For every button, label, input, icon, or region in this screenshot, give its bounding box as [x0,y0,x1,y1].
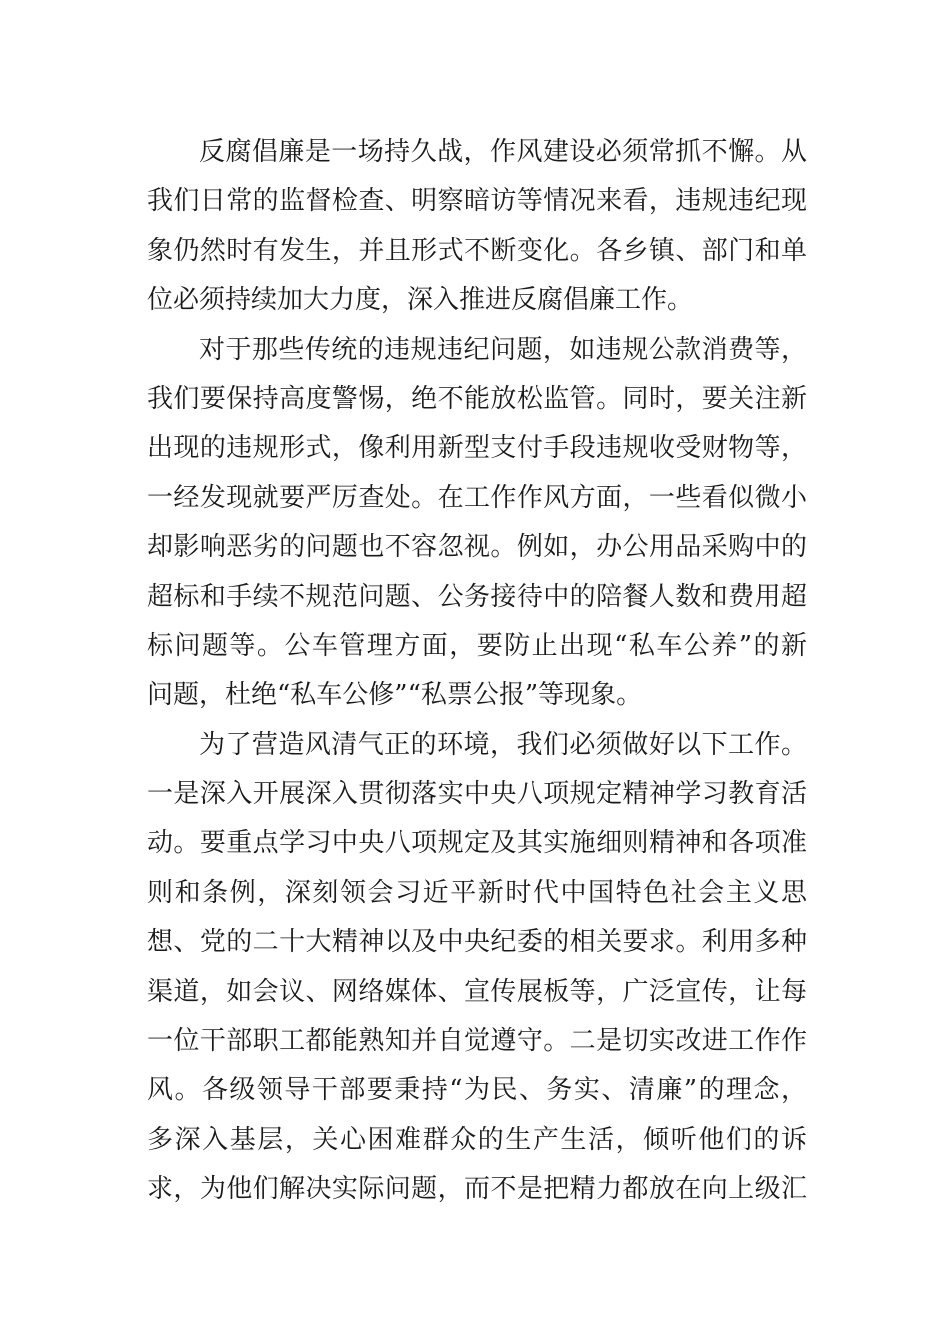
text-line: 超标和手续不规范问题、公务接待中的陪餐人数和费用超 [147,581,807,612]
document-body [147,128,807,1215]
text-line: 我们日常的监督检查、明察暗访等情况来看，违规违纪现 [147,186,807,217]
text-line: 一位干部职工都能熟知并自觉遵守。二是切实改进工作作 [147,1026,807,1057]
text-line: 想、党的二十大精神以及中央纪委的相关要求。利用多种 [147,927,807,958]
text-line: 则和条例，深刻领会习近平新时代中国特色社会主义思 [147,877,807,908]
text-line: 象仍然时有发生，并且形式不断变化。各乡镇、部门和单 [147,235,807,266]
text-line: 渠道，如会议、网络媒体、宣传展板等，广泛宣传，让每 [147,976,807,1007]
text-line: 标问题等。公车管理方面，要防止出现“私车公养”的新 [147,630,807,661]
text-line: 却影响恶劣的问题也不容忽视。例如，办公用品采购中的 [147,532,807,563]
paragraph-3 [147,721,807,1215]
text-line: 一是深入开展深入贯彻落实中央八项规定精神学习教育活 [147,779,807,810]
text-line: 求，为他们解决实际问题，而不是把精力都放在向上级汇 [147,1174,807,1205]
paragraph-2 [147,326,807,721]
text-line: 风。各级领导干部要秉持“为民、务实、清廉”的理念， [147,1075,807,1106]
text-line: 一经发现就要严厉查处。在工作作风方面，一些看似微小 [147,482,807,513]
text-line: 多深入基层，关心困难群众的生产生活，倾听他们的诉 [147,1124,807,1155]
text-line: 反腐倡廉是一场持久战，作风建设必须常抓不懈。从 [199,137,807,167]
text-line: 位必须持续加大力度，深入推进反腐倡廉工作。 [147,285,694,316]
text-line: 问题，杜绝“私车公修”“私票公报”等现象。 [147,680,643,711]
text-line: 动。要重点学习中央八项规定及其实施细则精神和各项准 [147,828,807,859]
text-line: 为了营造风清气正的环境，我们必须做好以下工作。 [199,729,807,760]
paragraph-1 [147,128,807,326]
text-line: 出现的违规形式，像利用新型支付手段违规收受财物等， [147,433,807,464]
text-line: 对于那些传统的违规违纪问题，如违规公款消费等， [199,334,807,365]
text-line: 我们要保持高度警惕，绝不能放松监管。同时，要关注新 [147,383,807,414]
